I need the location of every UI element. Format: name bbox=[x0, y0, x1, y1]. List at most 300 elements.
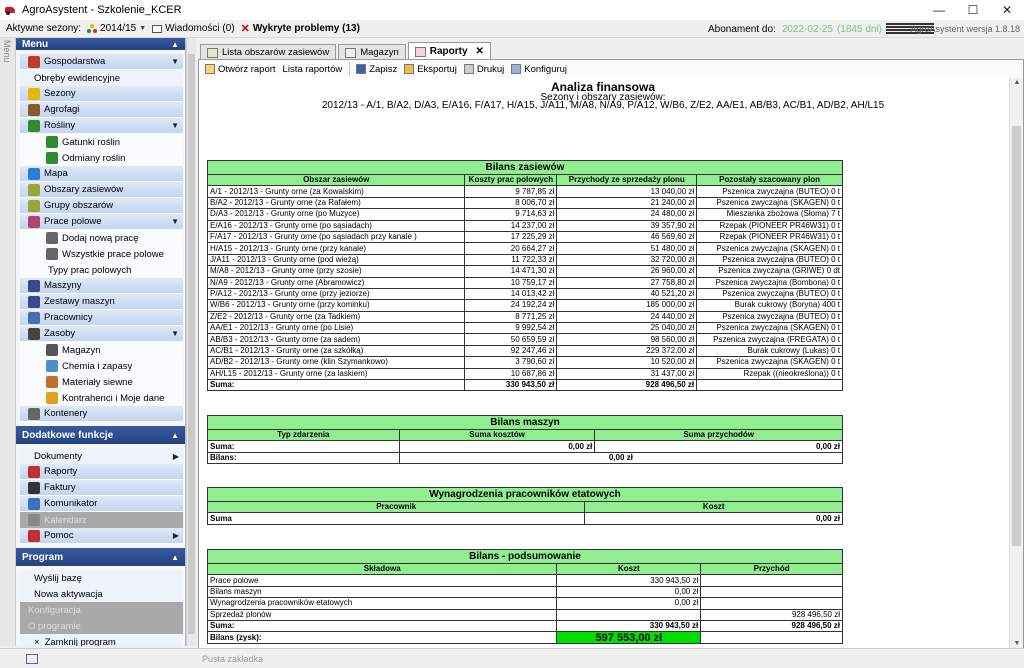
table-cell: W/B6 - 2012/13 - Grunty orne (przy kominku) bbox=[208, 300, 465, 311]
table-cell: 21 240,00 zł bbox=[557, 197, 697, 208]
table-cell: Rzepak (PIONEER PR46W31) 0 t bbox=[697, 231, 843, 242]
table-cell: 24 440,00 zł bbox=[557, 311, 697, 322]
sidebar-item-maszyny[interactable] bbox=[20, 278, 183, 294]
sidebar bbox=[16, 38, 186, 646]
table-cell bbox=[701, 575, 843, 586]
report-title: Analiza finansowa bbox=[550, 80, 656, 94]
pests-icon bbox=[28, 104, 40, 116]
save-icon bbox=[356, 64, 366, 74]
machines-balance-table bbox=[207, 415, 843, 464]
sum-label: Suma: bbox=[208, 620, 557, 631]
window-title: AgroAsystent - Szkolenie_KCER bbox=[22, 4, 182, 16]
configure-button[interactable]: Konfiguruj bbox=[511, 64, 567, 75]
season-value: 2014/15 bbox=[100, 23, 137, 34]
sidebar-item-label: Rośliny bbox=[44, 120, 76, 131]
tractor-icon bbox=[5, 5, 17, 15]
subscription-date: 2022-02-25 bbox=[781, 23, 833, 35]
sidebar-item-label: Kontrahenci i Moje dane bbox=[62, 392, 165, 404]
table-cell: Pszenica zwyczajna (FREGATA) 0 t bbox=[697, 334, 843, 345]
print-button[interactable]: Drukuj bbox=[464, 64, 504, 75]
menu-strip-label: Menu bbox=[2, 40, 12, 63]
sidebar-item-wy-lij-baz-[interactable] bbox=[20, 570, 183, 586]
sidebar-item-label: Faktury bbox=[44, 482, 76, 493]
sidebar-item-magazyn[interactable] bbox=[20, 342, 183, 358]
info-bar bbox=[0, 20, 1024, 38]
report-scrollbar[interactable] bbox=[1009, 78, 1023, 648]
sidebar-item-mapa[interactable] bbox=[20, 166, 183, 182]
column-header: Pracownik bbox=[208, 502, 585, 513]
sidebar-item-label: Prace polowe bbox=[44, 216, 102, 227]
table-row bbox=[208, 300, 843, 311]
table-cell: 31 437,00 zł bbox=[557, 368, 697, 379]
table-cell: Pszenica zwyczajna (SKAGEN) 0 t bbox=[697, 357, 843, 368]
sum-income: 0,00 zł bbox=[595, 441, 843, 452]
print-icon bbox=[464, 64, 474, 74]
sidebar-scrollbar[interactable] bbox=[186, 38, 196, 646]
column-header: Przychód bbox=[701, 564, 843, 575]
areas-icon bbox=[207, 48, 218, 58]
folder-open-icon bbox=[205, 64, 215, 74]
scroll-down-icon[interactable]: ▼ bbox=[1013, 640, 1021, 647]
table-row bbox=[208, 323, 843, 334]
table-cell: Pszenica zwyczajna (SKAGEN) 0 t bbox=[697, 197, 843, 208]
sidebar-item-chemia-i-zapasy[interactable] bbox=[20, 358, 183, 374]
sidebar-item-label: Konfiguracja bbox=[28, 604, 81, 616]
column-header: Składowa bbox=[208, 564, 557, 575]
table-cell: E/A16 - 2012/13 - Grunty orne (po sąsiadach) bbox=[208, 220, 465, 231]
table-cell: 32 720,00 zł bbox=[557, 254, 697, 265]
subscription-days: (1845 dni) bbox=[836, 23, 882, 35]
sidebar-item-label: Obręby ewidencyjne bbox=[34, 72, 121, 84]
table-cell: 185 000,00 zł bbox=[557, 300, 697, 311]
column-header: Pozostały szacowany plon bbox=[697, 175, 843, 186]
table-cell: M/A8 - 2012/13 - Grunty orne (przy szosie) bbox=[208, 266, 465, 277]
table-cell: 8 771,25 zł bbox=[465, 311, 557, 322]
sidebar-item-nowa-aktywacja[interactable] bbox=[20, 586, 183, 602]
messages-label: Wiadomości (0) bbox=[165, 23, 235, 34]
close-button[interactable]: ✕ bbox=[1001, 3, 1013, 17]
table-row bbox=[208, 368, 843, 379]
chevron-down-icon: ▼ bbox=[139, 25, 147, 32]
table-cell: Pszenica zwyczajna (BUTEO) 0 t bbox=[697, 254, 843, 265]
sidebar-item-label: Sezony bbox=[44, 88, 76, 99]
table-cell: Rzepak (PIONEER PR46W31) 0 t bbox=[697, 220, 843, 231]
sidebar-item-zestawy-maszyn[interactable] bbox=[20, 294, 183, 310]
table-cell: 14 471,30 zł bbox=[465, 266, 557, 277]
plant-varieties-icon bbox=[46, 152, 58, 164]
messenger-icon bbox=[28, 498, 40, 510]
table-cell: N/A9 - 2012/13 - Grunty orne (Abramowicz) bbox=[208, 277, 465, 288]
error-icon: ✕ bbox=[240, 23, 250, 35]
areas-icon bbox=[28, 184, 40, 196]
table-cell: 14 237,00 zł bbox=[465, 220, 557, 231]
table-cell: AC/B1 - 2012/13 - Grunty orne (za szkółką) bbox=[208, 345, 465, 356]
table-cell: Wynagrodzenia pracowników etatowych bbox=[208, 598, 557, 609]
sidebar-item-konfiguracja[interactable] bbox=[20, 602, 183, 618]
version-label: AgroAsystent wersja 1.8.18 bbox=[910, 24, 1020, 34]
chevron-down-icon: ▼ bbox=[171, 329, 179, 338]
sidebar-item-obr-by-ewidencyjne[interactable] bbox=[20, 70, 183, 86]
table-cell: AA/E1 - 2012/13 - Grunty orne (po Lisie) bbox=[208, 323, 465, 334]
problems-label: Wykryte problemy (13) bbox=[252, 23, 360, 34]
table-cell: Pszenica zwyczajna (BUTEO) 0 t bbox=[697, 186, 843, 197]
table-cell: Prace polowe bbox=[208, 575, 557, 586]
table-cell: 24 192,24 zł bbox=[465, 300, 557, 311]
table-cell: 92 247,46 zł bbox=[465, 345, 557, 356]
table-cell: 9 992,54 zł bbox=[465, 323, 557, 334]
table-cell: A/1 - 2012/13 - Grunty orne (za Kowalskim) bbox=[208, 186, 465, 197]
calendar-icon bbox=[28, 514, 40, 526]
table-row bbox=[208, 277, 843, 288]
tab-label: Raporty bbox=[429, 46, 468, 57]
table-row bbox=[208, 288, 843, 299]
sidebar-item-label: Odmiany roślin bbox=[62, 152, 126, 164]
table-row bbox=[208, 357, 843, 368]
table-cell: 26 960,00 zł bbox=[557, 266, 697, 277]
tab-label: Magazyn bbox=[360, 47, 399, 58]
report-toolbar bbox=[199, 60, 1023, 78]
sidebar-item-kalendarz[interactable] bbox=[20, 512, 183, 528]
sidebar-item-label: Maszyny bbox=[44, 280, 82, 291]
table-cell: 46 569,60 zł bbox=[557, 231, 697, 242]
chevron-up-icon: ▲ bbox=[171, 430, 179, 440]
sidebar-program-list bbox=[16, 570, 185, 646]
table-row bbox=[208, 186, 843, 197]
table-caption: Bilans - podsumowanie bbox=[208, 550, 843, 564]
seasons-icon bbox=[28, 88, 40, 100]
summary-table bbox=[207, 549, 843, 644]
sidebar-item-komunikator[interactable] bbox=[20, 496, 183, 512]
sidebar-item-kontrahenci-i-moje-dane[interactable] bbox=[20, 390, 183, 406]
table-cell: 3 790,60 zł bbox=[465, 357, 557, 368]
column-header: Suma kosztów bbox=[399, 430, 595, 441]
sidebar-item-o-programie[interactable] bbox=[20, 618, 183, 634]
sidebar-item-odmiany-ro-lin[interactable] bbox=[20, 150, 183, 166]
table-cell: Pszenica zwyczajna (BUTEO) 0 t bbox=[697, 288, 843, 299]
table-row bbox=[208, 575, 843, 586]
table-cell: AB/B3 - 2012/13 - Grunty orne (za sadem) bbox=[208, 334, 465, 345]
table-row bbox=[208, 220, 843, 231]
column-header: Przychody ze sprzedaży plonu bbox=[557, 175, 697, 186]
sidebar-item-label: Mapa bbox=[44, 168, 68, 179]
sidebar-item-typy-prac-polowych[interactable] bbox=[20, 262, 183, 278]
sidebar-item-label: O programie bbox=[28, 620, 81, 632]
table-cell: Z/E2 - 2012/13 - Grunty orne (za Tadkiem) bbox=[208, 311, 465, 322]
sidebar-header-extra[interactable] bbox=[16, 426, 185, 444]
sidebar-item-label: Chemia i zapasy bbox=[62, 360, 133, 372]
active-seasons-label: Aktywne sezony: bbox=[6, 23, 82, 34]
sum-value: 0,00 zł bbox=[585, 513, 843, 524]
chemistry-icon bbox=[46, 360, 58, 372]
table-cell bbox=[557, 609, 701, 620]
sidebar-extra-list bbox=[16, 448, 185, 544]
sum-cost: 0,00 zł bbox=[399, 441, 595, 452]
sidebar-item-label: Nowa aktywacja bbox=[34, 588, 103, 600]
table-cell: Pszenica zwyczajna (Bombona) 0 t bbox=[697, 277, 843, 288]
sidebar-item-label: Typy prac polowych bbox=[48, 264, 132, 276]
sidebar-item-gospodarstwa[interactable] bbox=[20, 54, 183, 70]
sidebar-item-label: Agrofagi bbox=[44, 104, 80, 115]
minimize-button[interactable]: — bbox=[933, 3, 945, 17]
table-cell: Rzepak ((nieokreślona)) 0 t bbox=[697, 368, 843, 379]
sidebar-item-ro-liny[interactable] bbox=[20, 118, 183, 134]
chevron-up-icon: ▲ bbox=[171, 552, 179, 562]
sidebar-item-obszary-zasiew-w[interactable] bbox=[20, 182, 183, 198]
layout-icon[interactable] bbox=[26, 654, 38, 664]
seeds-icon bbox=[46, 376, 58, 388]
table-cell: 40 521,20 zł bbox=[557, 288, 697, 299]
table-row bbox=[208, 231, 843, 242]
table-row bbox=[208, 266, 843, 277]
tab-label: Lista obszarów zasiewów bbox=[222, 47, 330, 58]
settings-icon bbox=[511, 64, 521, 74]
sidebar-item-label: Obszary zasiewów bbox=[44, 184, 124, 195]
table-cell: 928 496,50 zł bbox=[701, 609, 843, 620]
add-work-icon bbox=[46, 232, 58, 244]
sum-label: Suma: bbox=[208, 380, 465, 391]
machines-icon bbox=[28, 280, 40, 292]
all-works-icon bbox=[46, 248, 58, 260]
sidebar-item-sezony[interactable] bbox=[20, 86, 183, 102]
table-cell: 24 480,00 zł bbox=[557, 209, 697, 220]
sidebar-header-label: Dodatkowe funkcje bbox=[22, 429, 114, 441]
sidebar-item-wszystkie-prace-polowe[interactable] bbox=[20, 246, 183, 262]
containers-icon bbox=[28, 408, 40, 420]
sidebar-item-grupy-obszar-w[interactable] bbox=[20, 198, 183, 214]
messages-button[interactable] bbox=[152, 23, 234, 34]
sidebar-item-label: Kalendarz bbox=[44, 514, 87, 526]
table-cell: P/A12 - 2012/13 - Grunty orne (przy jeziorze) bbox=[208, 288, 465, 299]
sowing-balance-table bbox=[207, 160, 843, 391]
sidebar-header-program[interactable] bbox=[16, 548, 185, 566]
table-cell: H/A15 - 2012/13 - Grunty orne (przy kanale) bbox=[208, 243, 465, 254]
workers-icon bbox=[28, 312, 40, 324]
window-controls bbox=[922, 0, 1024, 20]
column-header: Koszt bbox=[557, 564, 701, 575]
close-tab-icon[interactable]: ✕ bbox=[475, 46, 484, 57]
sum-label: Suma bbox=[208, 513, 585, 524]
table-cell: 13 040,00 zł bbox=[557, 186, 697, 197]
table-row bbox=[208, 311, 843, 322]
table-cell: 9 714,63 zł bbox=[465, 209, 557, 220]
empty-tab-label[interactable]: Pusta zakładka bbox=[202, 653, 264, 664]
sidebar-item-zamknij-program[interactable] bbox=[20, 634, 183, 646]
sidebar-item-label: Zasoby bbox=[44, 328, 76, 339]
farm-icon bbox=[28, 56, 40, 68]
sidebar-item-label: Raporty bbox=[44, 466, 78, 477]
column-header: Typ zdarzenia bbox=[208, 430, 400, 441]
sidebar-item-label: Komunikator bbox=[44, 498, 98, 509]
table-cell: F/A17 - 2012/13 - Grunty orne (po sąsiadach przy kanale ) bbox=[208, 231, 465, 242]
sidebar-item-label: Grupy obszarów bbox=[44, 200, 114, 211]
table-cell: Burak cukrowy (Lukas) 0 t bbox=[697, 345, 843, 356]
chevron-down-icon: ▼ bbox=[171, 57, 179, 66]
tab-strip bbox=[200, 42, 493, 60]
scrollbar-thumb[interactable] bbox=[1012, 126, 1021, 546]
season-selector[interactable] bbox=[87, 23, 146, 34]
chevron-down-icon: ▼ bbox=[171, 217, 179, 226]
plant-species-icon bbox=[46, 136, 58, 148]
plants-icon bbox=[28, 120, 40, 132]
chevron-down-icon: ▼ bbox=[171, 121, 179, 130]
profit-label: Bilans (zysk): bbox=[208, 632, 557, 643]
sidebar-item-dodaj-now-prac-[interactable] bbox=[20, 230, 183, 246]
sidebar-item-faktury[interactable] bbox=[20, 480, 183, 496]
mail-icon bbox=[152, 25, 162, 33]
map-icon bbox=[28, 168, 40, 180]
table-row bbox=[208, 586, 843, 597]
sum-cost: 330 943,50 zł bbox=[557, 620, 701, 631]
table-row bbox=[208, 609, 843, 620]
table-cell: 98 560,00 zł bbox=[557, 334, 697, 345]
sidebar-item-label: Dodaj nową pracę bbox=[62, 232, 139, 244]
sidebar-header-menu[interactable] bbox=[16, 38, 185, 50]
sidebar-item-label: Dokumenty bbox=[34, 450, 83, 462]
sidebar-item-materia-y-siewne[interactable] bbox=[20, 374, 183, 390]
problems-button[interactable] bbox=[241, 22, 360, 35]
table-cell: Pszenica zwyczajna (GRIWE) 0 dt bbox=[697, 266, 843, 277]
sidebar-item-label: Pracownicy bbox=[44, 312, 93, 323]
save-button[interactable]: Zapisz bbox=[356, 64, 397, 75]
column-header: Suma przychodów bbox=[595, 430, 843, 441]
status-bar bbox=[0, 648, 1024, 668]
sidebar-item-agrofagi[interactable] bbox=[20, 102, 183, 118]
table-row bbox=[208, 598, 843, 609]
open-report-button[interactable]: Otwórz raport bbox=[205, 64, 276, 75]
balance-label: Bilans: bbox=[208, 452, 400, 463]
table-row bbox=[208, 345, 843, 356]
sum-label: Suma: bbox=[208, 441, 400, 452]
sidebar-item-label: Gospodarstwa bbox=[44, 56, 106, 67]
sidebar-item-label: Magazyn bbox=[62, 344, 101, 356]
seasons-icon bbox=[87, 24, 97, 34]
tab-reports[interactable] bbox=[408, 42, 491, 60]
table-cell: 9 787,85 zł bbox=[465, 186, 557, 197]
table-cell: D/A3 - 2012/13 - Grunty orne (po Muzyce) bbox=[208, 209, 465, 220]
table-caption: Bilans maszyn bbox=[208, 416, 843, 430]
table-cell: 20 664,27 zł bbox=[465, 243, 557, 254]
table-cell bbox=[701, 586, 843, 597]
table-row bbox=[208, 197, 843, 208]
warehouse-icon bbox=[345, 48, 356, 58]
sidebar-item-label: Materiały siewne bbox=[62, 376, 133, 388]
tab-sowing-areas[interactable] bbox=[200, 44, 336, 60]
table-row bbox=[208, 334, 843, 345]
sidebar-item-gatunki-ro-lin[interactable] bbox=[20, 134, 183, 150]
close-program-icon: × bbox=[34, 636, 40, 646]
chevron-right-icon: ▶ bbox=[172, 531, 179, 540]
table-cell: Pszenica zwyczajna (BUTEO) 0 t bbox=[697, 311, 843, 322]
table-cell: AD/B2 - 2012/13 - Grunty orne (klin Szymankowo) bbox=[208, 357, 465, 368]
table-row bbox=[208, 209, 843, 220]
report-subtitle: Sezony i obszary zasiewów: bbox=[540, 92, 666, 103]
table-cell: 25 040,00 zł bbox=[557, 323, 697, 334]
export-button[interactable]: Eksportuj bbox=[404, 64, 457, 75]
sidebar-item-pomoc[interactable] bbox=[20, 528, 183, 544]
sum-cost: 330 943,50 zł bbox=[465, 380, 557, 391]
report-panel bbox=[198, 59, 1024, 649]
sidebar-item-label: Wszystkie prace polowe bbox=[62, 248, 164, 260]
sidebar-item-prace-polowe[interactable] bbox=[20, 214, 183, 230]
scroll-up-icon[interactable]: ▲ bbox=[1013, 79, 1021, 86]
report-seasons-areas: 2012/13 - A/1, B/A2, D/A3, E/A16, F/A17, H/A15, J/A11, M/A8, N/A9, P/A12, W/B6, Z/E2, AA/E1, AB/B3, AC/B1, AD/B2, AH/L15 bbox=[321, 100, 885, 111]
maximize-button[interactable]: ☐ bbox=[967, 3, 979, 17]
sum-income: 928 496,50 zł bbox=[557, 380, 697, 391]
table-caption: Wynagrodzenia pracowników etatowych bbox=[208, 488, 843, 502]
table-cell: 10 759,17 zł bbox=[465, 277, 557, 288]
table-cell: J/A11 - 2012/13 - Grunty orne (pod wieżą) bbox=[208, 254, 465, 265]
reports-icon bbox=[415, 47, 426, 57]
table-cell: 17 225,29 zł bbox=[465, 231, 557, 242]
table-cell: 27 758,80 zł bbox=[557, 277, 697, 288]
sidebar-item-label: Pomoc bbox=[44, 530, 74, 541]
subscription-info bbox=[708, 20, 882, 38]
table-cell: Pszenica zwyczajna (SKAGEN) 0 t bbox=[697, 243, 843, 254]
sidebar-item-kontenery[interactable] bbox=[20, 406, 183, 422]
table-caption: Bilans zasiewów bbox=[208, 161, 843, 175]
sidebar-header-label: Menu bbox=[22, 38, 49, 50]
chevron-right-icon: ▶ bbox=[172, 451, 179, 461]
report-list-button[interactable]: Lista raportów bbox=[282, 63, 343, 75]
column-header: Koszty prac polowych bbox=[465, 175, 557, 186]
table-cell: Pszenica zwyczajna (SKAGEN) 0 t bbox=[697, 323, 843, 334]
sidebar-menu-list bbox=[16, 54, 185, 422]
subscription-label: Abonament do: bbox=[707, 23, 776, 35]
warehouse-icon bbox=[46, 344, 58, 356]
contractors-icon bbox=[46, 392, 58, 404]
table-cell: 11 722,33 zł bbox=[465, 254, 557, 265]
sidebar-item-label: Zamknij program bbox=[44, 636, 116, 646]
table-row bbox=[208, 254, 843, 265]
export-icon bbox=[404, 64, 414, 74]
table-cell: 0,00 zł bbox=[557, 598, 701, 609]
table-cell: 50 659,59 zł bbox=[465, 334, 557, 345]
table-cell: Bilans maszyn bbox=[208, 586, 557, 597]
sidebar-item-pracownicy[interactable] bbox=[20, 310, 183, 326]
table-cell: 39 357,90 zł bbox=[557, 220, 697, 231]
scrollbar-thumb[interactable] bbox=[188, 54, 195, 634]
menu-strip[interactable] bbox=[0, 38, 16, 646]
sidebar-item-label: Gatunki roślin bbox=[62, 136, 121, 148]
resources-icon bbox=[28, 328, 40, 340]
table-cell: AH/L15 - 2012/13 - Grunty orne (za laskiem) bbox=[208, 368, 465, 379]
profit-value: 597 553,00 zł bbox=[557, 632, 701, 643]
table-cell: B/A2 - 2012/13 - Grunty orne (za Rafałem) bbox=[208, 197, 465, 208]
table-cell: 330 943,50 zł bbox=[557, 575, 701, 586]
help-icon bbox=[28, 530, 40, 542]
fieldwork-icon bbox=[28, 216, 40, 228]
table-cell: 51 480,00 zł bbox=[557, 243, 697, 254]
sidebar-item-dokumenty[interactable] bbox=[20, 448, 183, 464]
column-header: Obszar zasiewów bbox=[208, 175, 465, 186]
sidebar-item-label: Wyślij bazę bbox=[34, 572, 82, 584]
machine-sets-icon bbox=[28, 296, 40, 308]
sidebar-item-label: Zestawy maszyn bbox=[44, 296, 115, 307]
sidebar-item-zasoby[interactable] bbox=[20, 326, 183, 342]
balance-value: 0,00 zł bbox=[399, 452, 842, 463]
sum-income: 928 496,50 zł bbox=[701, 620, 843, 631]
table-cell bbox=[701, 598, 843, 609]
table-cell: 8 006,70 zł bbox=[465, 197, 557, 208]
tab-warehouse[interactable] bbox=[338, 44, 406, 60]
report-document bbox=[199, 78, 1007, 648]
table-cell: Sprzedaż plonów bbox=[208, 609, 557, 620]
table-cell: 10 520,00 zł bbox=[557, 357, 697, 368]
table-cell: 0,00 zł bbox=[557, 586, 701, 597]
sidebar-item-raporty[interactable] bbox=[20, 464, 183, 480]
table-cell: 229 372,00 zł bbox=[557, 345, 697, 356]
sidebar-header-label: Program bbox=[22, 551, 64, 563]
